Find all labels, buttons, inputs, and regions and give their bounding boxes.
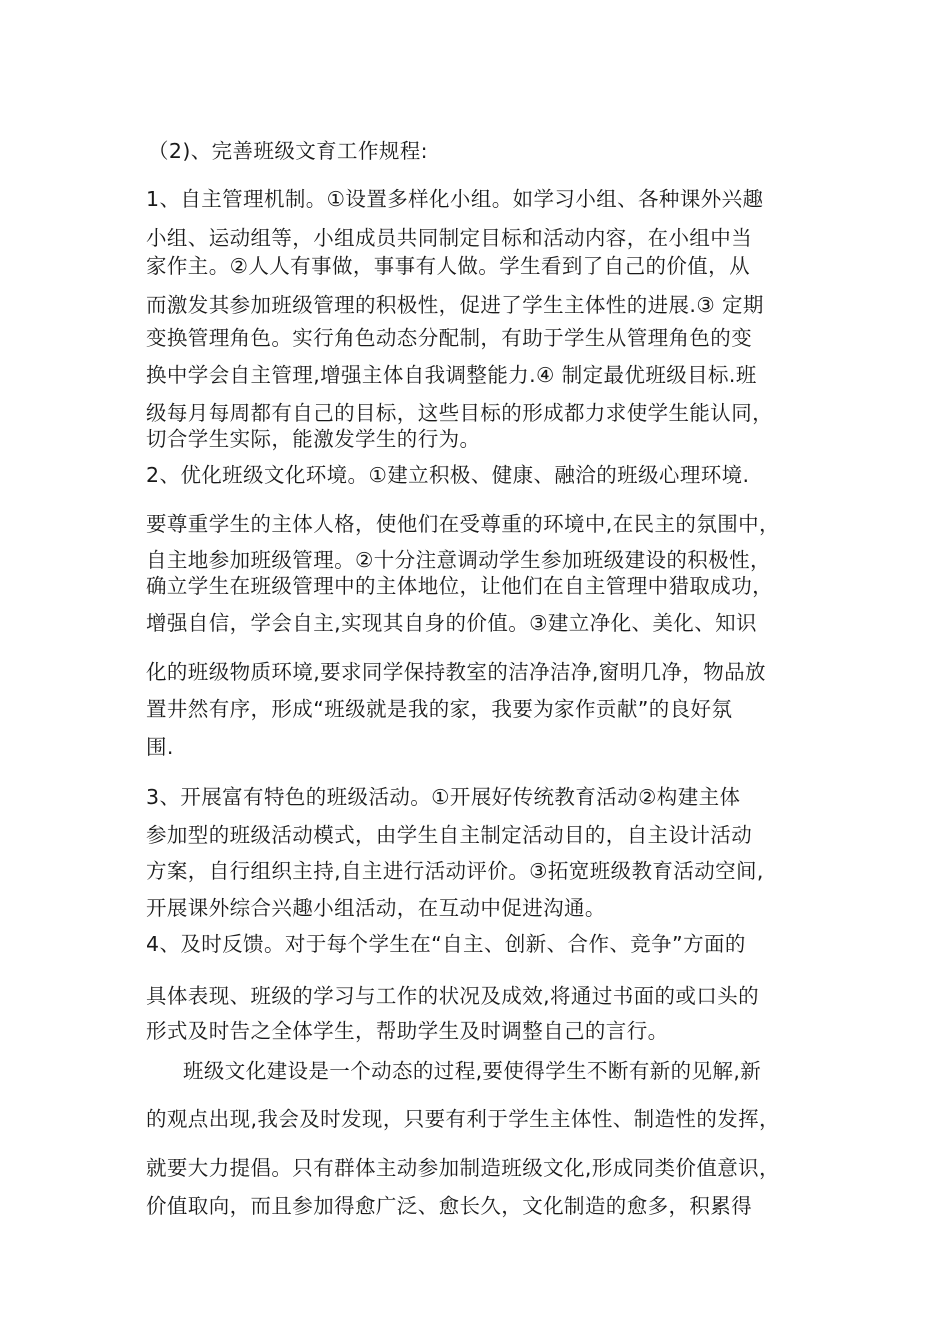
- text-line: 的观点出现,我会及时发现，只要有利于学生主体性、制造性的发挥，: [146, 1107, 780, 1131]
- section-heading: （2)、完善班级文育工作规程:: [148, 139, 428, 163]
- text-line: 切合学生实际，能激发学生的行为。: [146, 427, 481, 451]
- text-line: 化的班级物质环境,要求同学保持教室的洁净洁净,窗明几净，物品放: [146, 660, 766, 684]
- text-line: 置井然有序，形成“班级就是我的家，我要为家作贡献”的良好氛: [146, 697, 733, 721]
- text-line: 家作主。②人人有事做，事事有人做。学生看到了自己的价值，从: [146, 254, 750, 278]
- text-line: 就要大力提倡。只有群体主动参加制造班级文化,形成同类价值意识，: [146, 1156, 780, 1180]
- text-line: 增强自信，学会自主,实现其自身的价值。③建立净化、美化、知识: [146, 611, 757, 635]
- text-line: 1、自主管理机制。①设置多样化小组。如学习小组、各种课外兴趣: [146, 187, 764, 211]
- text-line: 级每月每周都有自己的目标，这些目标的形成都力求使学生能认同，: [146, 401, 773, 425]
- text-line: 确立学生在班级管理中的主体地位，让他们在自主管理中猎取成功，: [146, 574, 773, 598]
- text-line: 要尊重学生的主体人格，使他们在受尊重的环境中,在民主的氛围中，: [146, 512, 780, 536]
- text-line: 方案，自行组织主持,自主进行活动评价。③拓宽班级教育活动空间,: [146, 859, 764, 883]
- text-line: 2、优化班级文化环境。①建立积极、健康、融洽的班级心理环境.: [146, 463, 750, 487]
- text-line: 形式及时告之全体学生，帮助学生及时调整自己的言行。: [146, 1019, 669, 1043]
- text-line: 围.: [146, 735, 174, 759]
- text-line: 而激发其参加班级管理的积极性，促进了学生主体性的进展.③ 定期: [146, 293, 764, 317]
- text-line: 参加型的班级活动模式，由学生自主制定活动目的，自主设计活动: [146, 823, 753, 847]
- text-line: 价值取向，而且参加得愈广泛、愈长久，文化制造的愈多，积累得: [146, 1194, 753, 1218]
- text-line: 换中学会自主管理,增强主体自我调整能力.④ 制定最优班级目标.班: [146, 363, 757, 387]
- text-line: 3、开展富有特色的班级活动。①开展好传统教育活动②构建主体: [146, 785, 741, 809]
- text-line: 自主地参加班级管理。②十分注意调动学生参加班级建设的积极性，: [146, 548, 771, 572]
- text-line: 开展课外综合兴趣小组活动，在互动中促进沟通。: [146, 896, 606, 920]
- text-line: 小组、运动组等，小组成员共同制定目标和活动内容，在小组中当: [146, 226, 753, 250]
- text-line: 具体表现、班级的学习与工作的状况及成效,将通过书面的或口头的: [146, 984, 760, 1008]
- text-line: 4、及时反馈。对于每个学生在“自主、创新、合作、竞争”方面的: [146, 932, 746, 956]
- text-line: 班级文化建设是一个动态的过程,要使得学生不断有新的见解,新: [183, 1059, 762, 1083]
- text-line: 变换管理角色。实行角色动态分配制，有助于学生从管理角色的变: [146, 326, 753, 350]
